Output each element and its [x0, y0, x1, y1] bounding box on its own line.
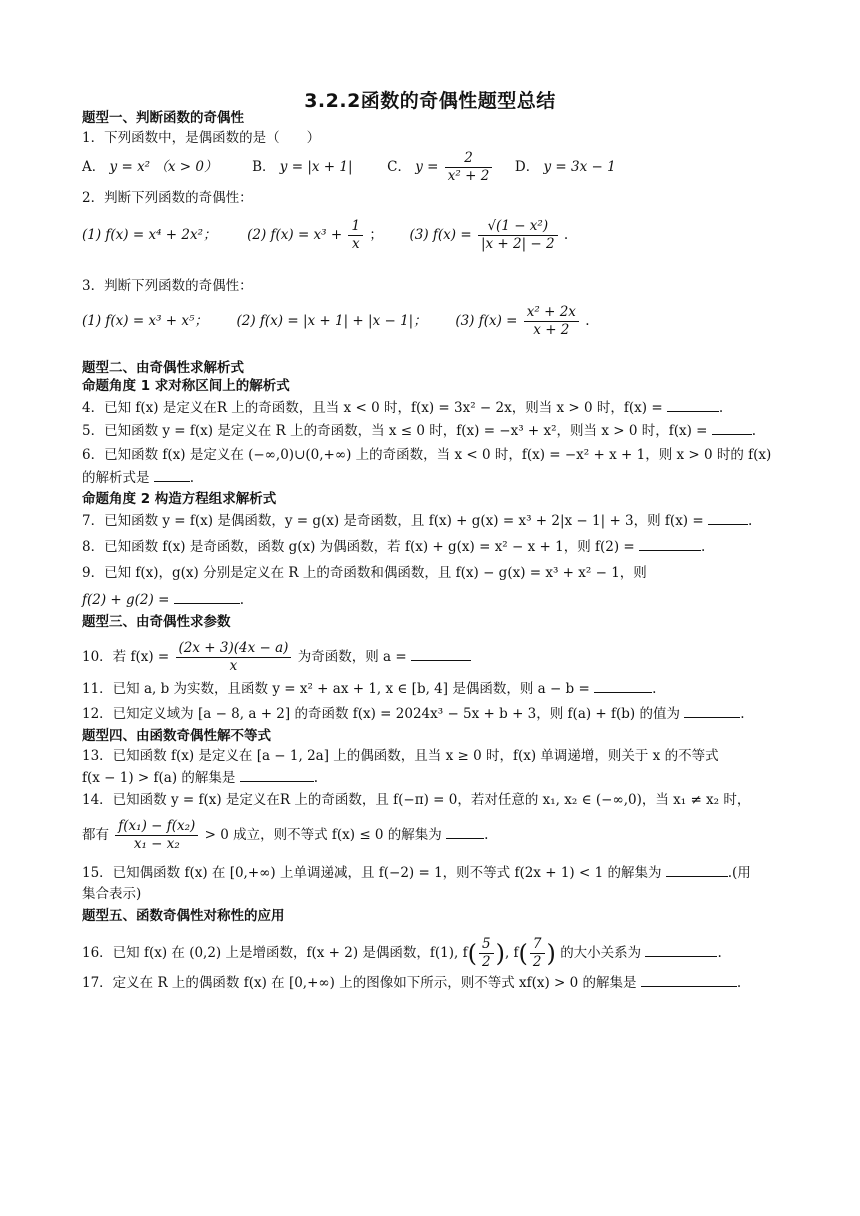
q6-text: 的解析式是: [82, 470, 150, 486]
q7: [82, 510, 752, 531]
q16-paren-open-2: (: [518, 939, 528, 968]
q13-line1: 13．已知函数 f(x) 是定义在 [a − 1, 2a] 上的偶函数，且当 x ≥ 0 时，f(x) 单调递增，则关于 x 的不等式: [82, 748, 719, 764]
section2-sub2: 命题角度 2 构造方程组求解析式: [82, 491, 277, 507]
q16-f1-den: 2: [481, 954, 491, 970]
q2-part2-end: ；: [369, 227, 383, 243]
q4-blank[interactable]: [667, 397, 719, 412]
q2-parts: [82, 218, 568, 253]
q4: [82, 397, 723, 418]
q2-part2-den: x: [351, 236, 360, 252]
q16-blank[interactable]: [645, 942, 717, 957]
q1-d-label: D．: [514, 159, 540, 175]
q1-a-label: A．: [82, 159, 106, 175]
q5: [82, 420, 756, 441]
q16: [82, 936, 722, 971]
q1-c-num: 2: [445, 150, 493, 168]
q2-part2-num: 1: [348, 218, 363, 236]
q13-end: .: [313, 770, 318, 786]
q7-end: .: [747, 513, 753, 529]
q10: [82, 640, 471, 675]
q10-den: x: [229, 658, 238, 674]
section1-heading: 题型一、判断函数的奇偶性: [82, 110, 244, 126]
q4-text: 4．已知 f(x) 是定义在R 上的奇函数，且当 x < 0 时，f(x) = 3x² − 2x，则当 x > 0 时，f(x) =: [82, 400, 663, 416]
q8-text: 8．已知函数 f(x) 是奇函数，函数 g(x) 为偶函数，若 f(x) + g(x) = x² − x + 1，则 f(2) =: [82, 539, 635, 555]
q6-blank[interactable]: [154, 467, 190, 482]
q1-d-expr: y = 3x − 1: [543, 159, 616, 175]
q3-part3-den: x + 2: [533, 322, 570, 338]
q1-c-label: C．: [387, 159, 411, 175]
section2-heading: 题型二、由奇偶性求解析式: [82, 360, 244, 376]
q11-blank[interactable]: [594, 678, 652, 693]
q11: [82, 678, 656, 699]
q10-blank[interactable]: [411, 646, 471, 661]
q12: [82, 703, 745, 724]
q8-end: .: [701, 539, 706, 555]
q14-line1: 14．已知函数 y = f(x) 是定义在R 上的奇函数，且 f(−π) = 0，若对任意的 x₁, x₂ ∈ (−∞,0)，当 x₁ ≠ x₂ 时，: [82, 792, 751, 808]
q5-end: .: [751, 423, 757, 439]
q16-pre: 16．已知 f(x) 在 (0,2) 上是增函数，f(x + 2) 是偶函数，f(1), f: [82, 945, 468, 961]
q8-blank[interactable]: [639, 536, 701, 551]
q8: [82, 536, 705, 557]
q1-stem: 1．下列函数中，是偶函数的是（ ）: [82, 130, 321, 146]
q2-part3-den: |x + 2| − 2: [480, 236, 555, 252]
q3-part2: (2) f(x) = |x + 1| + |x − 1|；: [236, 313, 427, 329]
q14-blank[interactable]: [446, 824, 484, 839]
q10-num: (2x + 3)(4x − a): [176, 640, 292, 658]
q13-text: f(x − 1) > f(a) 的解集是: [82, 770, 236, 786]
q14-line2: [82, 818, 488, 853]
q6-end: .: [189, 470, 195, 486]
q15-end: .(用: [727, 865, 751, 881]
q16-post: 的大小关系为: [560, 945, 642, 961]
q3-part3-lhs: (3) f(x) =: [455, 313, 518, 329]
q1-c-fraction: [445, 150, 493, 185]
q6-line1: 6．已知函数 f(x) 是定义在 (−∞,0)∪(0,+∞) 上的奇函数，当 x < 0 时，f(x) = −x² + x + 1，则 x > 0 时的 f(x): [82, 447, 772, 463]
q16-paren-close-1: ): [495, 939, 505, 968]
q14-den: x₁ − x₂: [133, 836, 180, 852]
q16-end: .: [717, 945, 722, 961]
page-title: 3.2.2函数的奇偶性题型总结: [304, 90, 556, 112]
q13-line2: [82, 767, 318, 788]
q14-fraction: [115, 818, 198, 853]
q2-part1: (1) f(x) = x⁴ + 2x²；: [82, 227, 217, 243]
q11-text: 11．已知 a, b 为实数，且函数 y = x² + ax + 1, x ∈ [b, 4] 是偶函数，则 a − b =: [82, 681, 590, 697]
q2-part2-lhs: (2) f(x) = x³ +: [247, 227, 343, 243]
q14-pre: 都有: [82, 827, 109, 843]
q7-blank[interactable]: [708, 510, 748, 525]
section3-heading: 题型三、由奇偶性求参数: [82, 614, 231, 630]
q17: [82, 972, 741, 993]
q3-stem: 3．判断下列函数的奇偶性：: [82, 278, 253, 294]
q3-part3-fraction: [524, 304, 579, 339]
section2-sub1: 命题角度 1 求对称区间上的解析式: [82, 378, 290, 394]
q14-post: > 0 成立，则不等式 f(x) ≤ 0 的解集为: [204, 827, 442, 843]
q1-options: [82, 150, 616, 185]
q2-part2-fraction: [348, 218, 363, 253]
q10-lhs: 10．若 f(x) =: [82, 649, 170, 665]
q2-stem: 2．判断下列函数的奇偶性：: [82, 190, 253, 206]
q10-fraction: [176, 640, 292, 675]
q11-end: .: [652, 681, 657, 697]
q16-f2-den: 2: [532, 954, 542, 970]
q9-line1: 9．已知 f(x)，g(x) 分别是定义在 R 上的奇函数和偶函数，且 f(x) − g(x) = x³ + x² − 1，则: [82, 565, 647, 581]
q14-num: f(x₁) − f(x₂): [115, 818, 198, 836]
q15-text: 15．已知偶函数 f(x) 在 [0,+∞) 上单调递减，且 f(−2) = 1，则不等式 f(2x + 1) < 1 的解集为: [82, 865, 662, 881]
q15-line1: [82, 862, 751, 883]
q1-b-label: B．: [252, 159, 276, 175]
q2-part3-lhs: (3) f(x) =: [409, 227, 472, 243]
q17-end: .: [736, 975, 742, 991]
q12-text: 12．已知定义域为 [a − 8, a + 2] 的奇函数 f(x) = 2024x³ − 5x + b + 3，则 f(a) + f(b) 的值为: [82, 706, 680, 722]
q7-text: 7．已知函数 y = f(x) 是偶函数，y = g(x) 是奇函数，且 f(x) + g(x) = x³ + 2|x − 1| + 3，则 f(x) =: [82, 513, 704, 529]
q5-text: 5．已知函数 y = f(x) 是定义在 R 上的奇函数，当 x ≤ 0 时，f(x) = −x³ + x²，则当 x > 0 时，f(x) =: [82, 423, 708, 439]
q3-part3-end: .: [585, 313, 590, 329]
q12-end: .: [740, 706, 745, 722]
q13-blank[interactable]: [240, 767, 314, 782]
q3-part3-num: x² + 2x: [524, 304, 579, 322]
q1-a-expr: y = x² （x > 0）: [109, 159, 218, 175]
q2-part3-num: √(1 − x²): [478, 218, 558, 236]
q6-line2: [82, 467, 194, 488]
section5-heading: 题型五、函数奇偶性对称性的应用: [82, 908, 285, 924]
q16-fraction-1: [479, 936, 494, 971]
q17-blank[interactable]: [641, 972, 737, 987]
q9-end: .: [239, 592, 244, 608]
q4-end: .: [718, 400, 724, 416]
q9-line2: [82, 589, 244, 610]
q5-blank[interactable]: [712, 420, 752, 435]
q16-mid: , f: [504, 945, 519, 961]
q1-c-den: x² + 2: [447, 168, 490, 184]
q16-fraction-2: [530, 936, 545, 971]
q16-f2-num: 7: [530, 936, 545, 954]
q16-f1-num: 5: [479, 936, 494, 954]
q14-end: .: [484, 827, 489, 843]
q2-part3-end: .: [563, 227, 569, 243]
q9-text: f(2) + g(2) =: [82, 592, 170, 608]
q10-rhs: 为奇函数，则 a =: [297, 649, 407, 665]
q17-text: 17．定义在 R 上的偶函数 f(x) 在 [0,+∞) 上的图像如下所示，则不等式 xf(x) > 0 的解集是: [82, 975, 637, 991]
q2-part3-fraction: [478, 218, 558, 253]
q9-blank[interactable]: [174, 589, 240, 604]
q12-blank[interactable]: [684, 703, 740, 718]
q15-blank[interactable]: [666, 862, 728, 877]
q3-part1: (1) f(x) = x³ + x⁵；: [82, 313, 208, 329]
section4-heading: 题型四、由函数奇偶性解不等式: [82, 728, 271, 744]
q16-paren-close-2: ): [546, 939, 556, 968]
q1-b-expr: y = |x + 1|: [279, 159, 353, 175]
q1-c-lhs: y =: [415, 159, 439, 175]
q3-parts: [82, 304, 590, 339]
q16-paren-open-1: (: [467, 939, 477, 968]
q15-line2: 集合表示): [82, 886, 142, 902]
